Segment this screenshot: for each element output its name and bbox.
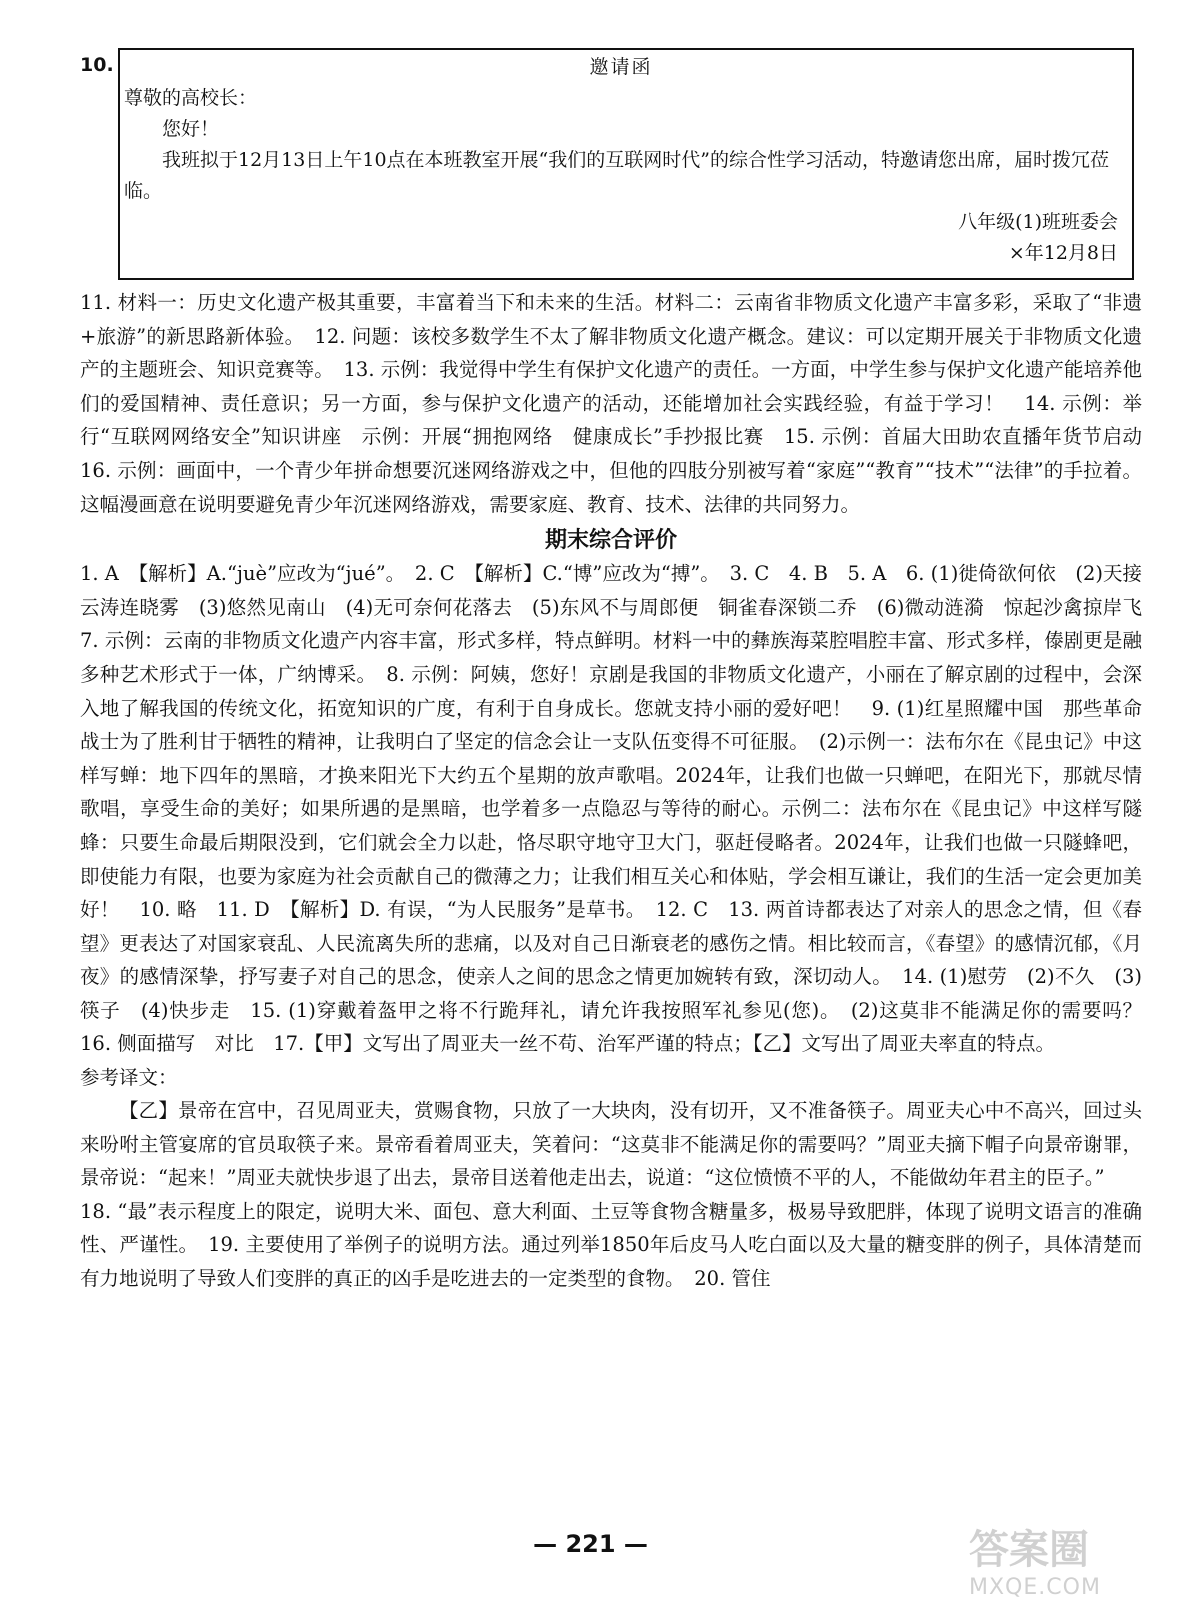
page-number: — 221 — <box>533 1530 648 1558</box>
reference-translation-label: 参考译文： <box>80 1066 178 1090</box>
answer-paragraph: 18. “最”表示程度上的限定，说明大米、面包、意大利面、土豆等食物含糖量多，极易导致肥胖，体现了说明文语言的准确性、严谨性。 19. 主要使用了举例子的说明方法。通过列举1850年后皮马人吃白面以及大量的糖变胖的例子，具体清楚而有力地说明了导致人们变胖的真正的凶手是吃进去的一定类型的食物。 20. 管住 <box>80 1199 1142 1291</box>
letter-body: 我班拟于12月13日上午10点在本班教室开展“我们的互联网时代”的综合性学习活动，特邀请您出席，届时拨冗莅临。 <box>124 149 1109 202</box>
answer-paragraph: 1. A 【解析】A.“juè”应改为“jué”。 2. C 【解析】C.“博”应改为“搏”。 3. C 4. B 5. A 6. (1)徙倚欲何依 (2)天接云涛连晓雾 (3)悠然见南山 (4)无可奈何花落去 (5)东风不与周郎便 铜雀春深锁二乔 (6)微动涟漪 惊起沙禽掠岸飞 7. 示例：云南的非物质文化遗产内容丰富，形式多样，特点鲜明。材料一中的彝族海菜腔唱腔丰富、形式多样，傣剧更是融多种艺术形式于一体，广纳博采。 8. 示例：阿姨，您好！京剧是我国的非物质文化遗产，小丽在了解京剧的过程中，会深入地了解我国的传统文化，拓宽知识的广度，有利于自身成长。您就支持小丽的爱好吧！ 9. (1)红星照耀中国 那些革命战士为了胜利甘于牺牲的精神，让我明白了坚定的信念会让一支队伍变得不可征服。 (2)示例一：法布尔在《昆虫记》中这样写蝉：地下四年的黑暗，才换来阳光下大约五个星期的放声歌唱。2024年，让我们也做一只蝉吧，在阳光下，那就尽情歌唱，享受生命的美好；如果所遇的是黑暗，也学着多一点隐忍与等待的耐心。示例二：法布尔在《昆虫记》中这样写隧蜂：只要生命最后期限没到，它们就会全力以赴，恪尽职守地守卫大门，驱赶侵略者。2024年，让我们也做一只隧蜂吧，即使能力有限，也要为家庭为社会贡献自己的微薄之力；让我们相互关心和体贴，学会相互谦让，我们的生活一定会更加美好！ 10. 略 11. D 【解析】D. 有误，“为人民服务”是草书。 12. C 13. 两首诗都表达了对亲人的思念之情，但《春望》更表达了对国家衰乱、人民流离失所的悲痛，以及对自己日渐衰老的感伤之情。相比较而言，《春望》的感情沉郁，《月夜》的感情深挚，抒写妻子对自己的思念，使亲人之间的思念之情更加婉转有致，深切动人。 14. (1)慰劳 (2)不久 (3)筷子 (4)快步走 15. (1)穿戴着盔甲之将不行跪拜礼，请允许我按照军礼参见(您)。 (2)这莫非不能满足你的需要吗？ 16. 侧面描写 对比 17.【甲】文写出了周亚夫一丝不苟、治军严谨的特点；【乙】文写出了周亚夫率直的特点。 <box>80 562 1162 1056</box>
final-answers <box>80 557 1162 1061</box>
letter-date: ×年12月8日 <box>1008 242 1118 264</box>
answer-paragraph: 11. 材料一：历史文化遗产极其重要，丰富着当下和未来的生活。材料二：云南省非物质文化遗产丰富多彩，采取了“非遗+旅游”的新思路新体验。 12. 问题：该校多数学生不太了解非物质文化遗产概念。建议：可以定期开展关于非物质文化遗产的主题班会、知识竞赛等。 13. 示例：我觉得中学生有保护文化遗产的责任。一方面，中学生参与保护文化遗产能培养他们的爱国精神、责任意识；另一方面，参与保护文化遗产的活动，还能增加社会实践经验，有益于学习！ 14. 示例：举行“互联网网络安全”知识讲座 示例：开展“拥抱网络 健康成长”手抄报比赛 15. 示例：首届大田助农直播年货节启动 16. 示例：画面中，一个青少年拼命想要沉迷网络游戏之中，但他的四肢分别被写着“家庭”“教育”“技术”“法律”的手拉着。这幅漫画意在说明要避免青少年沉迷网络游戏，需要家庭、教育、技术、法律的共同努力。 <box>80 291 1162 516</box>
letter-salutation: 尊敬的高校长： <box>124 87 258 109</box>
letter-signature: 八年级(1)班班委会 <box>958 211 1118 233</box>
letter-greeting: 您好！ <box>162 118 220 140</box>
watermark-logo <box>969 1518 1159 1600</box>
watermark-text: 答案圈 <box>969 1527 1089 1573</box>
reference-translation: 【乙】景帝在宫中，召见周亚夫，赏赐食物，只放了一大块肉，没有切开，又不准备筷子。周亚夫心中不高兴，回过头来吩咐主管宴席的官员取筷子来。景帝看着周亚夫，笑着问：“这莫非不能满足你的需要吗？”周亚夫摘下帽子向景帝谢罪，景帝说：“起来！”周亚夫就快步退了出去，景帝目送着他走出去，说道：“这位愤愤不平的人，不能做幼年君主的臣子。” <box>80 1099 1142 1190</box>
invitation-letter-box <box>118 48 1134 280</box>
answers-18-20 <box>80 1195 1142 1296</box>
answers-11-16 <box>80 286 1162 521</box>
question-number: 10. <box>80 54 114 76</box>
watermark-url: MXQE.COM <box>969 1575 1101 1600</box>
letter-title: 邀请函 <box>589 56 653 78</box>
page-content <box>80 48 1162 1296</box>
question-10 <box>80 48 1142 286</box>
section-title: 期末综合评价 <box>544 527 677 554</box>
